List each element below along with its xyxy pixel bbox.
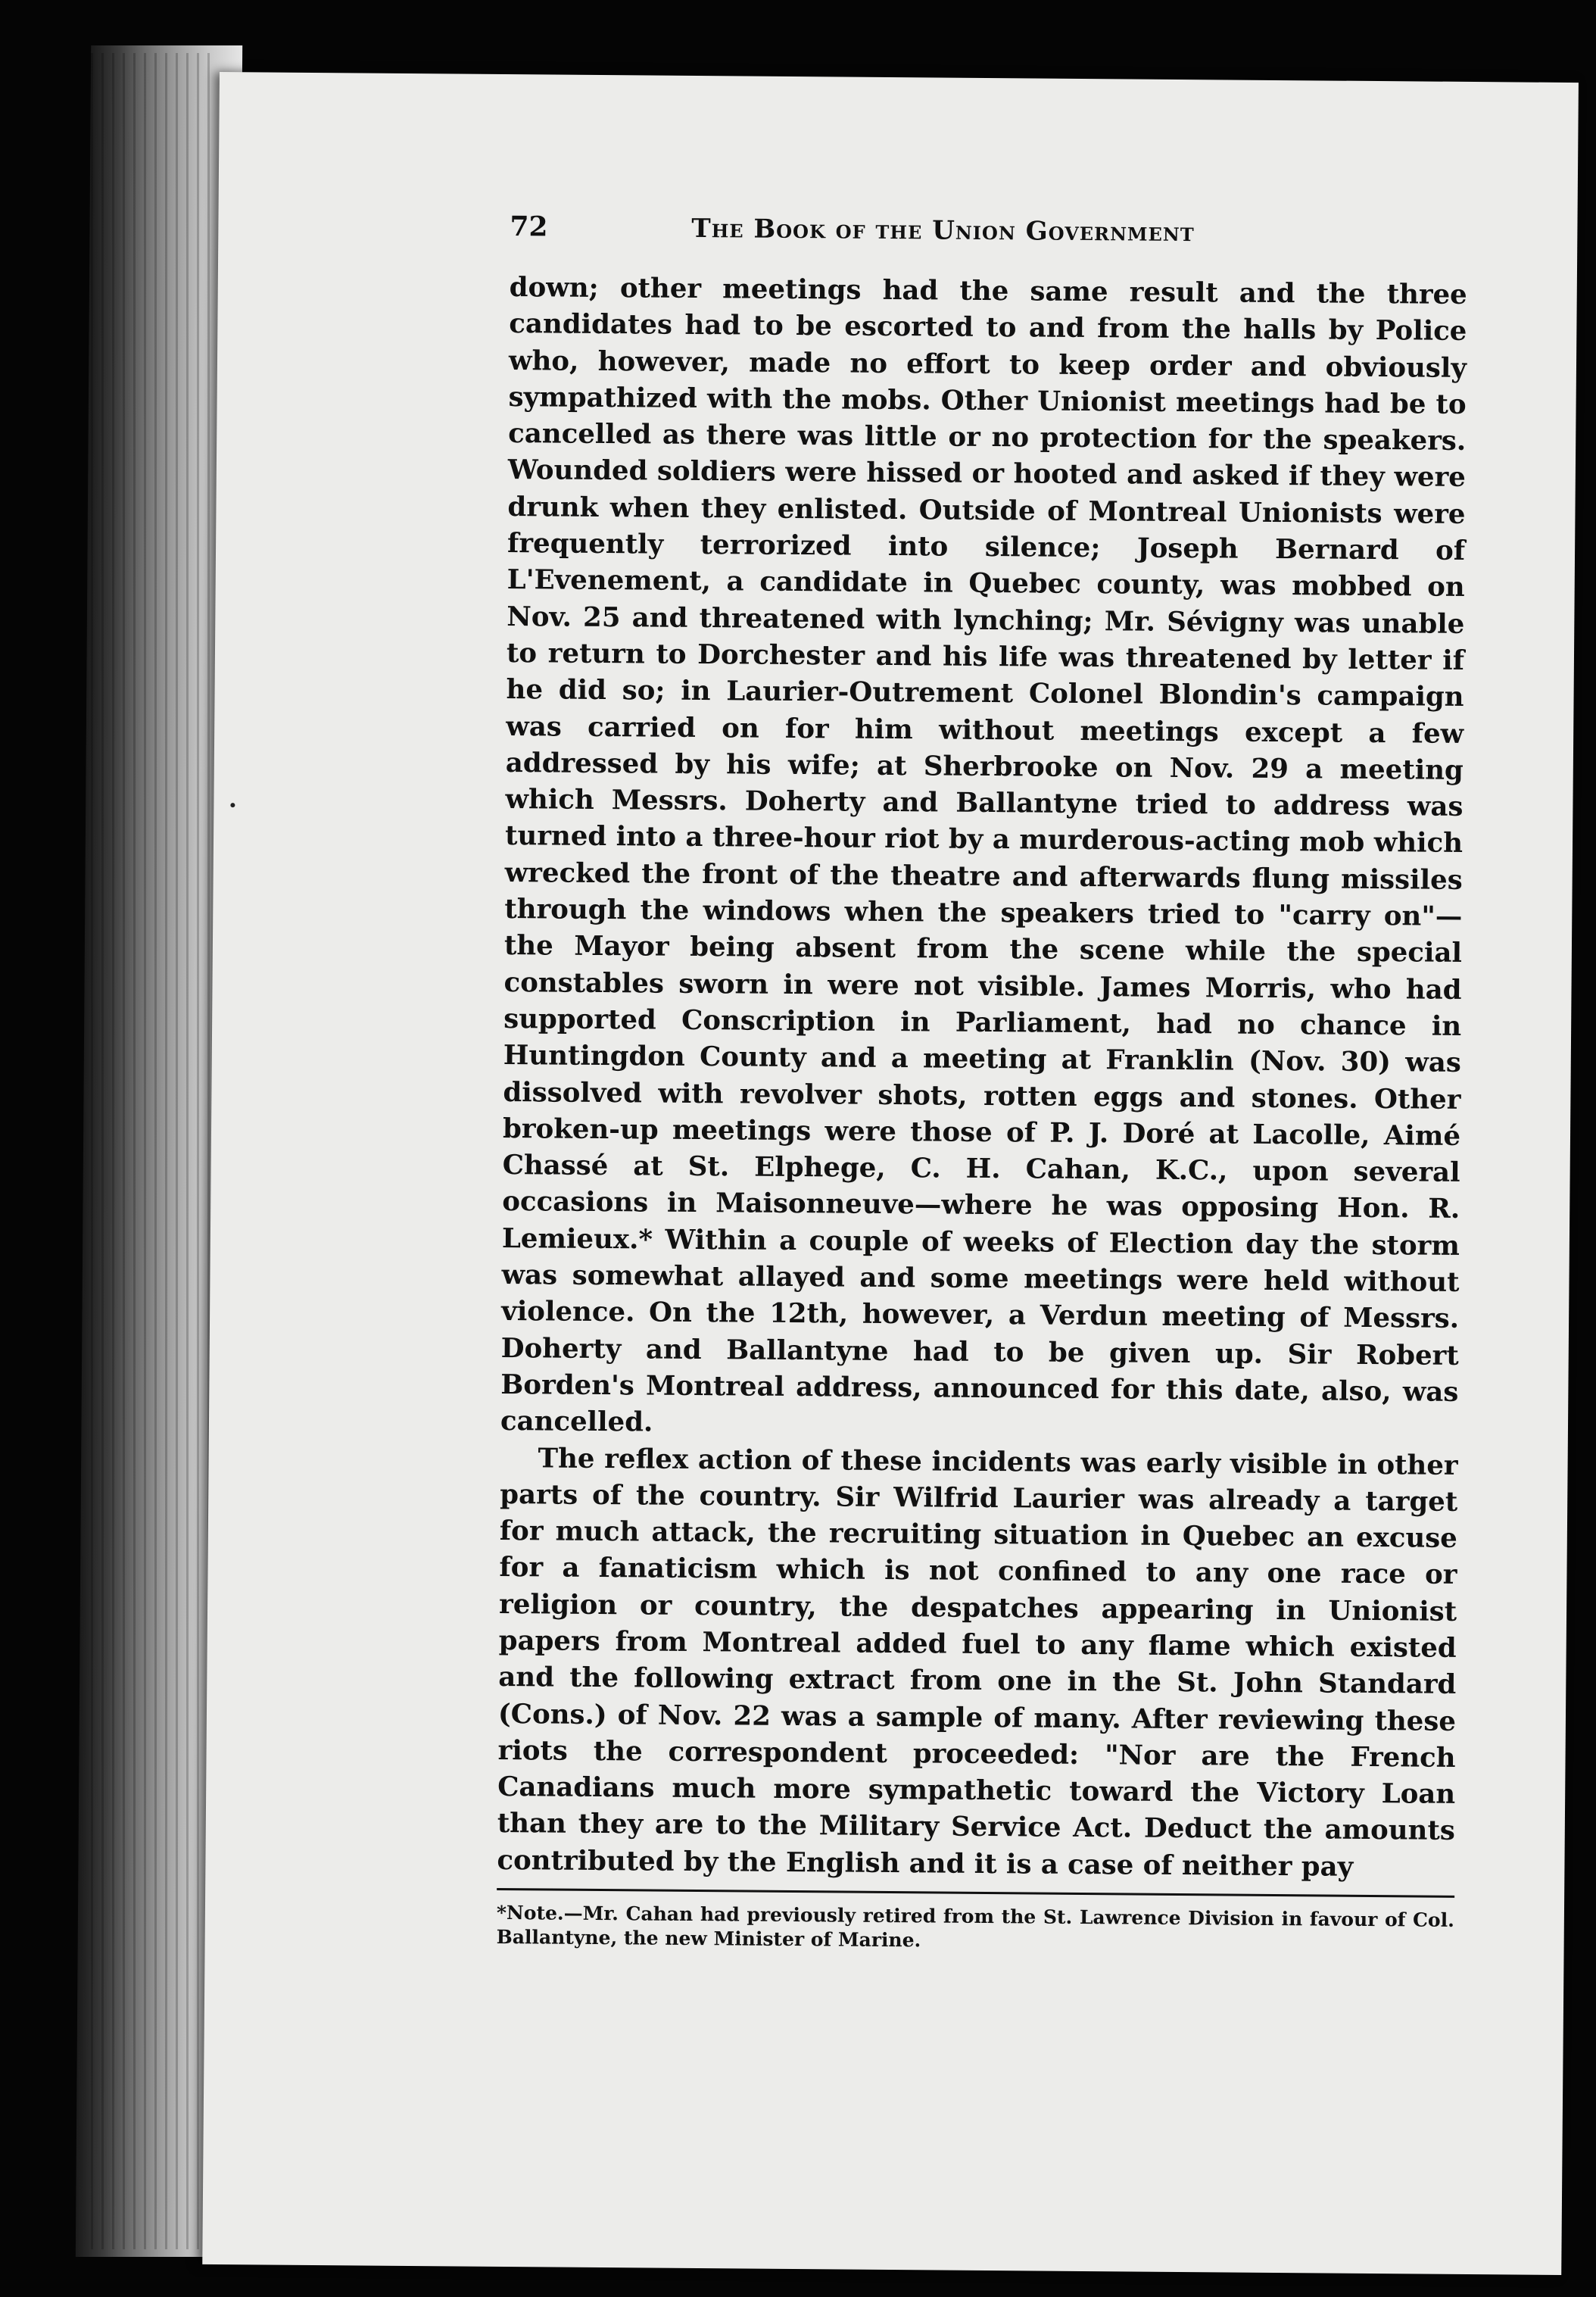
footnote-rule [497,1888,1454,1898]
book-page [202,72,1579,2275]
spine-texture [91,53,212,2249]
book-title: The Book of the Union Government [691,213,1195,248]
running-head [510,211,1467,264]
paragraph-2: The reflex action of these incidents was early visible in other parts of the country. Sir Wilfrid Laurier was already a target for much attack, the recruiting situation in Quebec an excuse for a fanaticism which is not confined to any one race or religion or country, the despatches appearing in Unionist papers from Montreal added fuel to any flame which existed and the following extract from one in the St. John Standard (Cons.) of Nov. 22 was a sample of many. After reviewing these riots the correspondent proceeded: "Nor are the French Canadians much more sympathetic toward the Victory Loan than they are to the Military Service Act. Deduct the amounts contributed by the English and it is a case of neither pay [497,1442,1458,1883]
footnote: *Note.—Mr. Cahan had previously retired from the St. Lawrence Division in favour of Col. Ballantyne, the new Minister of Marine. [496,1902,1454,1952]
body-text [497,270,1467,1887]
page-content [496,211,1467,1976]
paragraph-1: down; other meetings had the same result and the three candidates had to be escorted to and from the halls by Police who, however, made no effort to keep order and obviously sympathized with the mobs. Other Unionist meetings had be to cancelled as there was little or no protection for the speakers. Wounded soldiers were hissed or hooted and asked if they were drunk when they enlisted. Outside of Montreal Unionists were frequently terrorized into silence; Joseph Bernard of L'Evenement, a candidate in Quebec county, was mobbed on Nov. 25 and threatened with lynching; Mr. Sévigny was unable to return to Dorchester and his life was threatened by letter if he did so; in Laurier-Outrement Colonel Blondin's campaign was carried on for him without meetings except a few addressed by his wife; at Sherbrooke on Nov. 29 a meeting which Messrs. Doherty and Ballantyne tried to address was turned into a three-hour riot by a murderous-acting mob which wrecked the front of the theatre and afterwards flung missiles through the windows when the speakers tried to "carry on"—the Mayor being absent from the scene while the special constables sworn in were not visible. James Morris, who had supported Conscription in Parliament, had no chance in Huntingdon County and a meeting at Franklin (Nov. 30) was dissolved with revolver shots, rotten eggs and stones. Other broken-up meetings were those of P. J. Doré at Lacolle, Aimé Chassé at St. Elphege, C. H. Cahan, K.C., upon several occasions in Maisonneuve—where he was opposing Hon. R. Lemieux.* Within a couple of weeks of Election day the storm was somewhat allayed and some meetings were held without violence. On the 12th, however, a Verdun meeting of Messrs. Doherty and Ballantyne had to be given up. Sir Robert Borden's Montreal address, announced for this date, also, was cancelled. [500,272,1467,1438]
page-speck [230,803,235,807]
page-number: 72 [510,211,548,243]
